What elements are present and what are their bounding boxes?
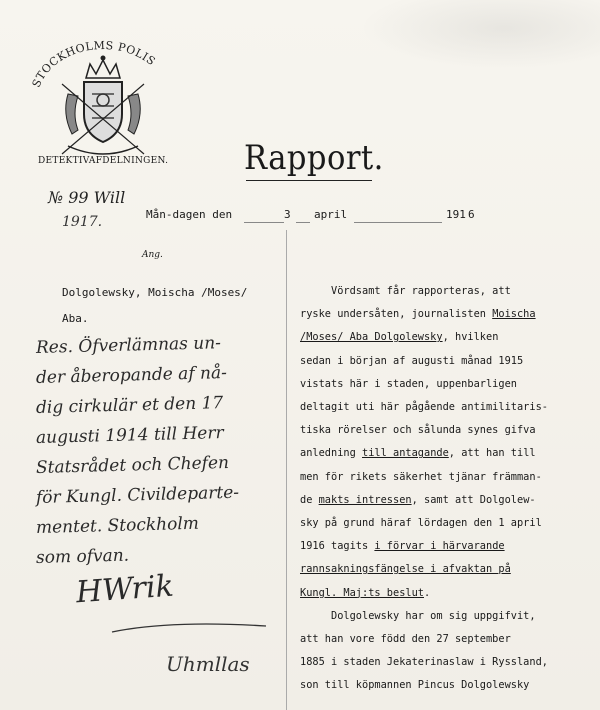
report-text: 1885 i staden Jekaterinaslaw i Ryssland, (300, 656, 548, 669)
date-year-digit: 6 (468, 208, 475, 221)
report-text: de (300, 493, 319, 506)
report-text: men för rikets säkerhet tjänar främman- (300, 470, 542, 483)
report-line (300, 540, 596, 552)
underlined-text: Kungl. Maj:ts beslut (300, 586, 424, 599)
report-line (300, 656, 596, 668)
column-divider (286, 230, 287, 710)
report-text: sedan i början af augusti månad 1915 (300, 354, 524, 367)
scan-smudge (360, 0, 600, 70)
report-text: 1916 tagits (300, 540, 375, 553)
report-line (300, 285, 596, 297)
underlined-text: makts intressen (318, 493, 412, 506)
marginal-note-line: Statsrådet och Chefen (35, 452, 230, 478)
report-text: ryske undersåten, journalisten (300, 308, 493, 321)
report-line (300, 494, 596, 506)
date-day: 3 (284, 208, 291, 221)
report-line (300, 355, 596, 367)
report-text: vistats här i staden, uppenbarligen (300, 377, 517, 390)
crest-arc-text: STOCKHOLMS POLIS (29, 38, 158, 90)
marginal-note-line: dig cirkulär et den 17 (35, 393, 224, 418)
reference-year: 1917. (62, 214, 103, 230)
date-month: april (314, 208, 348, 221)
marginal-note-line: augusti 1914 till Herr (35, 423, 224, 448)
date-line-1 (244, 222, 284, 223)
report-text: , att han till (448, 447, 536, 460)
report-text: . (424, 586, 431, 599)
marginal-note-line: för Kungl. Civildeparte- (35, 482, 240, 508)
underlined-text: i förvar i härvarande (374, 540, 505, 553)
marginal-note-line: mentet. Stockholm (35, 513, 200, 538)
report-line (300, 679, 596, 691)
subject-name-line-1: Dolgolewsky, Moischa /Moses/ (62, 286, 248, 299)
report-text: son till köpmannen Pincus Dolgolewsky (300, 679, 530, 692)
date-line-2 (296, 222, 310, 223)
underlined-text: till antagande (362, 447, 449, 460)
report-text: att han vore född den 27 september (300, 633, 511, 645)
underlined-text: /Moses/ Aba Dolgolewsky (300, 331, 443, 344)
report-text: Vördsamt får rapporteras, att (300, 285, 511, 297)
report-line (300, 424, 596, 436)
report-line (300, 610, 596, 622)
subject-heading: Ang. (142, 250, 163, 260)
report-text: , samt att Dolgolew- (411, 493, 536, 506)
reference-number-handwritten: № 99 Will (48, 188, 126, 207)
date-line-3 (354, 222, 442, 223)
page-title: Rapport. (244, 138, 384, 178)
report-line (300, 471, 596, 483)
report-line (300, 633, 596, 645)
date-year-prefix: 191 (446, 208, 466, 221)
report-text: sky på grund häraf lördagen den 1 april (300, 517, 542, 529)
report-line (300, 378, 596, 390)
underlined-text: Moischa (492, 308, 536, 321)
date-weekday: Mån-dagen den (146, 208, 233, 221)
signature-flourish (110, 618, 270, 638)
marginal-note-line: Res. Öfverlämnas un- (35, 333, 222, 358)
report-text: tiska rörelser och sålunda synes gifva (300, 424, 536, 437)
subject-name-line-2: Aba. (62, 312, 89, 325)
report-text: anledning (300, 447, 362, 460)
report-text: , hvilken (442, 331, 499, 344)
report-line (300, 401, 596, 413)
signature: HWrik (74, 568, 175, 611)
report-text: deltagit uti här pågående antimilitaris- (300, 401, 548, 413)
department-label: DETEKTIVAFDELNINGEN. (38, 156, 169, 166)
initials: Uhmllas (166, 652, 250, 676)
report-line (300, 331, 596, 343)
report-line (300, 517, 596, 529)
report-line (300, 587, 596, 599)
underlined-text: rannsakningsfängelse i afvaktan på (300, 563, 511, 576)
report-line (300, 563, 596, 575)
report-line (300, 447, 596, 459)
report-line (300, 308, 596, 320)
title-underline (246, 180, 372, 181)
marginal-note-line: der åberopande af nå- (35, 363, 228, 388)
marginal-note-line: som ofvan. (35, 545, 130, 568)
report-text: Dolgolewsky har om sig uppgifvit, (300, 609, 536, 622)
